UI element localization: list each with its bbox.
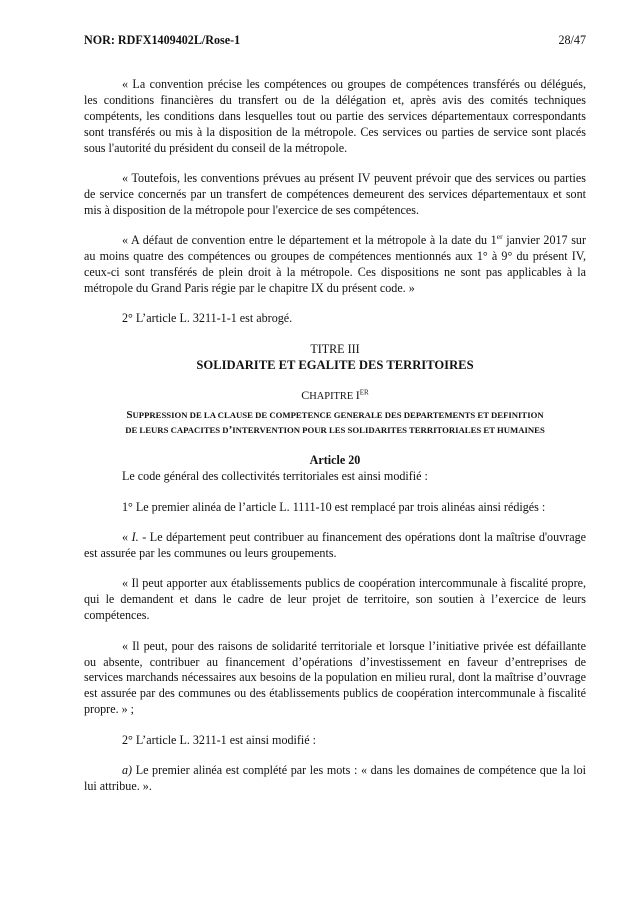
chapitre-c: C: [301, 387, 310, 402]
superscript: er: [496, 232, 503, 242]
document-page: [84, 33, 586, 809]
chapitre-i: I: [355, 387, 360, 402]
titre-label: TITRE III: [310, 341, 360, 356]
text-segment: « A défaut de convention entre le département et la métropole à la date du 1: [122, 233, 497, 248]
page-header: [84, 33, 586, 49]
article-paragraph-soutien: « Il peut apporter aux établissements publics de coopération intercommunale à fiscalité propre, qui le demandent et dans le cadre de leur projet de territoire, son soutien à l’exercice de leurs compétences.: [84, 576, 586, 623]
article-point-1: 1° Le premier alinéa de l’article L. 1111-10 est remplacé par trois alinéas ainsi rédigés :: [122, 499, 546, 514]
paragraph-convention: « La convention précise les compétences ou groupes de compétences transférés ou délégués, les conditions financières du transfert ou de la délégation et, après avis des comités techniques compétents, les conditions dans lesquelles tout ou partie des services départementaux correspondants sont transférés ou mis à la disposition de la métropole. Ces services ou parties de service sont placés sous l'autorité du président du conseil de la métropole.: [84, 76, 586, 155]
page-number: 28/47: [558, 33, 586, 47]
italic-numeral: I.: [131, 530, 139, 545]
text-segment: - Le département peut contribuer au financement des opérations dont la maîtrise d'ouvrage est assurée par les communes ou leurs groupements.: [84, 530, 586, 561]
chapitre-label: [84, 388, 586, 405]
titre-subtitle: SOLIDARITE ET EGALITE DES TERRITOIRES: [196, 357, 474, 372]
chapitre-title-text: DE LEURS CAPACITES D: [125, 425, 229, 436]
quote-mark: «: [122, 530, 132, 545]
article-point-2a: [84, 763, 586, 795]
article-heading: Article 20: [309, 453, 361, 468]
document-reference: NOR: RDFX1409402L/Rose-1: [84, 33, 241, 47]
text-segment: janvier 2017 sur au moins quatre des compétences ou groupes de compétences mentionnés aux 1° à 9° du présent IV, ceux-ci sont transférés de plein droit à la métropole. Ces dispositions ne sont pas applicables à la métropole du Grand Paris régie par le chapitre IX du présent code. »: [84, 233, 586, 295]
article-point-2: 2° L’article L. 3211-1 est ainsi modifié :: [122, 732, 317, 747]
text-segment: Le premier alinéa est complété par les mots : « dans les domaines de compétence que la loi lui attribue. ».: [84, 763, 586, 793]
paragraph-abrogation: 2° L’article L. 3211-1-1 est abrogé.: [122, 311, 293, 326]
article-paragraph-i: [84, 530, 586, 562]
chapitre-title-text: UPPRESSION DE LA CLAUSE DE COMPETENCE GENERALE DES DEPARTEMENTS ET DEFINITION: [132, 410, 544, 421]
chapitre-title-line-1: [80, 408, 590, 423]
chapitre-title-apostrophe: ’: [228, 424, 233, 437]
chapitre-rest: HAPITRE: [309, 390, 356, 402]
paragraph-toutefois: « Toutefois, les conventions prévues au présent IV peuvent prévoir que des services ou parties de service concernés par un transfert de compétences demeurent des services départementaux et sont mis à disposition de la métropole pour l'exercice de ses compétences.: [84, 170, 586, 217]
chapitre-title-line-2: [80, 423, 590, 438]
chapitre-title-text: INTERVENTION POUR LES SOLIDARITES TERRITORIALES ET HUMAINES: [232, 425, 545, 436]
article-paragraph-solidarite: « Il peut, pour des raisons de solidarité territoriale et lorsque l’initiative privée est défaillante ou absente, contribuer au financement d’opérations d’investissement en faveur d’entreprises de services marchands nécessaires aux besoins de la population en milieu rural, dont la maîtrise d’ouvrage est assurée par des communes ou des établissements publics de coopération intercommunale à fiscalité propre. » ;: [84, 638, 586, 717]
chapitre-sup: ER: [359, 388, 369, 397]
article-intro: Le code général des collectivités territoriales est ainsi modifié :: [122, 469, 428, 484]
chapitre-title: [80, 408, 590, 438]
italic-letter: a): [122, 763, 133, 778]
chapitre-title-initial: S: [126, 409, 133, 422]
paragraph-defaut-convention: [84, 233, 586, 297]
